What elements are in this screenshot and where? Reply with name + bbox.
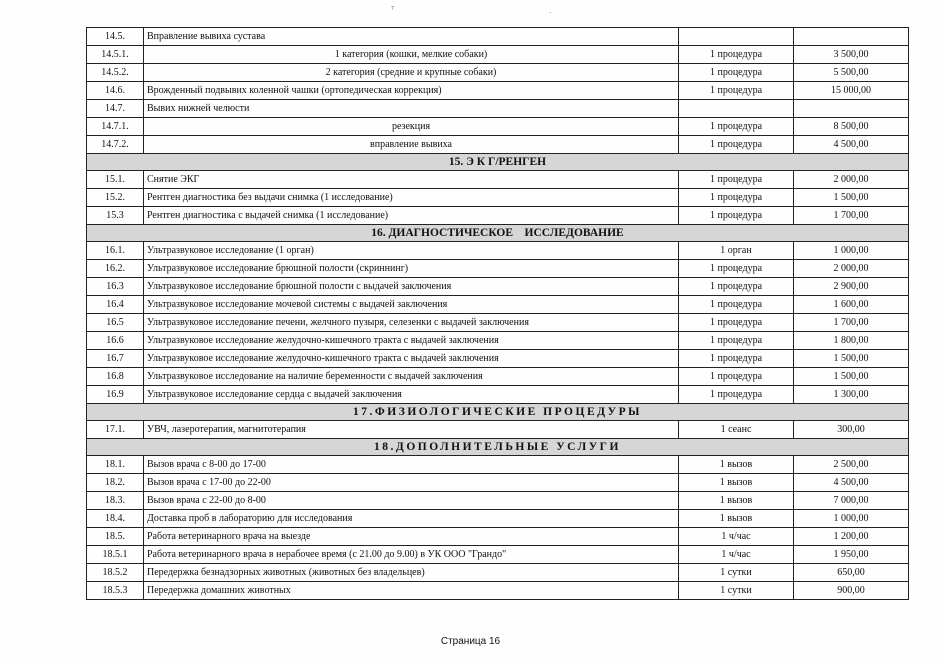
- service-name: Ультразвуковое исследование мочевой системы с выдачей заключения: [144, 296, 679, 314]
- service-row: [87, 207, 909, 225]
- section-title: 18.ДОПОЛНИТЕЛЬНЫЕ УСЛУГИ: [87, 439, 909, 456]
- service-unit: 1 сеанс: [679, 421, 794, 439]
- service-number: 16.9: [87, 386, 144, 404]
- service-price: 300,00: [794, 421, 909, 439]
- service-row: [87, 278, 909, 296]
- service-row: [87, 296, 909, 314]
- service-row: [87, 386, 909, 404]
- service-number: 18.4.: [87, 510, 144, 528]
- section-header-row: [87, 439, 909, 456]
- service-row: [87, 260, 909, 278]
- page-number: Страница 16: [440, 636, 501, 647]
- service-row: [87, 421, 909, 439]
- service-unit: 1 процедура: [679, 314, 794, 332]
- service-price: 1 600,00: [794, 296, 909, 314]
- section-header-row: [87, 154, 909, 171]
- service-name: Передержка безнадзорных животных (животных без владельцев): [144, 564, 679, 582]
- service-unit: 1 сутки: [679, 564, 794, 582]
- service-name: Ультразвуковое исследование печени, желчного пузыря, селезенки с выдачей заключения: [144, 314, 679, 332]
- service-name: Вызов врача с 17-00 до 22-00: [144, 474, 679, 492]
- service-price: 1 950,00: [794, 546, 909, 564]
- service-number: 15.1.: [87, 171, 144, 189]
- service-price: 2 500,00: [794, 456, 909, 474]
- service-number: 18.5.3: [87, 582, 144, 600]
- service-number: 16.2.: [87, 260, 144, 278]
- service-name: Вправление вывиха сустава: [144, 28, 679, 46]
- service-unit: 1 процедура: [679, 296, 794, 314]
- service-unit: 1 процедура: [679, 189, 794, 207]
- service-price: 1 500,00: [794, 368, 909, 386]
- section-header-row: [87, 404, 909, 421]
- service-name: Вывих нижней челюсти: [144, 100, 679, 118]
- service-price: 1 700,00: [794, 314, 909, 332]
- service-unit: 1 ч/час: [679, 546, 794, 564]
- service-row: [87, 492, 909, 510]
- service-number: 18.3.: [87, 492, 144, 510]
- service-unit: 1 процедура: [679, 386, 794, 404]
- service-unit: 1 ч/час: [679, 528, 794, 546]
- service-name: Снятие ЭКГ: [144, 171, 679, 189]
- service-number: 17.1.: [87, 421, 144, 439]
- service-number: 16.8: [87, 368, 144, 386]
- service-row: [87, 564, 909, 582]
- service-name: Ультразвуковое исследование желудочно-кишечного тракта с выдачей заключения: [144, 350, 679, 368]
- service-price: 1 500,00: [794, 189, 909, 207]
- service-price: 1 000,00: [794, 510, 909, 528]
- service-unit: 1 процедура: [679, 46, 794, 64]
- service-unit: 1 вызов: [679, 492, 794, 510]
- service-unit: 1 процедура: [679, 350, 794, 368]
- service-row: [87, 582, 909, 600]
- service-name: 1 категория (кошки, мелкие собаки): [144, 46, 679, 64]
- service-row: [87, 82, 909, 100]
- service-price: [794, 100, 909, 118]
- price-list-body: [87, 28, 909, 600]
- service-row: [87, 171, 909, 189]
- service-number: 16.6: [87, 332, 144, 350]
- service-name: Доставка проб в лабораторию для исследования: [144, 510, 679, 528]
- service-number: 15.3: [87, 207, 144, 225]
- service-price: 1 000,00: [794, 242, 909, 260]
- service-price: 650,00: [794, 564, 909, 582]
- service-unit: 1 процедура: [679, 368, 794, 386]
- service-unit: [679, 28, 794, 46]
- service-row: [87, 28, 909, 46]
- service-number: 14.7.2.: [87, 136, 144, 154]
- service-price: [794, 28, 909, 46]
- service-name: Работа ветеринарного врача в нерабочее время (с 21.00 до 9.00) в УК ООО "Грандо": [144, 546, 679, 564]
- service-row: [87, 474, 909, 492]
- service-row: [87, 456, 909, 474]
- service-name: УВЧ, лазеротерапия, магнитотерапия: [144, 421, 679, 439]
- service-number: 18.5.2: [87, 564, 144, 582]
- service-number: 16.5: [87, 314, 144, 332]
- section-title: 15. Э К Г/РЕНГЕН: [87, 154, 909, 171]
- service-number: 18.5.: [87, 528, 144, 546]
- service-row: [87, 242, 909, 260]
- service-number: 18.2.: [87, 474, 144, 492]
- service-name: Ультразвуковое исследование на наличие беременности с выдачей заключения: [144, 368, 679, 386]
- price-list-table: [86, 27, 909, 600]
- service-unit: 1 процедура: [679, 171, 794, 189]
- service-unit: 1 вызов: [679, 474, 794, 492]
- section-title: 17.ФИЗИОЛОГИЧЕСКИЕ ПРОЦЕДУРЫ: [87, 404, 909, 421]
- service-number: 16.4: [87, 296, 144, 314]
- service-price: 4 500,00: [794, 136, 909, 154]
- service-row: [87, 189, 909, 207]
- service-row: [87, 546, 909, 564]
- service-number: 18.1.: [87, 456, 144, 474]
- section-title: 16. ДИАГНОСТИЧЕСКОЕ ИССЛЕДОВАНИЕ: [87, 225, 909, 242]
- service-unit: 1 процедура: [679, 260, 794, 278]
- service-name: Работа ветеринарного врача на выезде: [144, 528, 679, 546]
- service-row: [87, 118, 909, 136]
- service-number: 14.6.: [87, 82, 144, 100]
- service-price: 3 500,00: [794, 46, 909, 64]
- service-number: 14.5.: [87, 28, 144, 46]
- service-row: [87, 314, 909, 332]
- scan-artifact: ᵀ: [391, 6, 395, 16]
- service-number: 16.7: [87, 350, 144, 368]
- service-name: вправление вывиха: [144, 136, 679, 154]
- service-number: 18.5.1: [87, 546, 144, 564]
- service-name: Вызов врача с 22-00 до 8-00: [144, 492, 679, 510]
- service-name: Ультразвуковое исследование брюшной полости (скриннинг): [144, 260, 679, 278]
- service-name: Ультразвуковое исследование сердца с выдачей заключения: [144, 386, 679, 404]
- service-name: Врожденный подвывих коленной чашки (ортопедическая коррекция): [144, 82, 679, 100]
- service-name: Рентген диагностика с выдачей снимка (1 исследование): [144, 207, 679, 225]
- service-unit: 1 процедура: [679, 332, 794, 350]
- service-unit: 1 процедура: [679, 82, 794, 100]
- service-row: [87, 510, 909, 528]
- service-name: резекция: [144, 118, 679, 136]
- service-name: Рентген диагностика без выдачи снимка (1 исследование): [144, 189, 679, 207]
- service-price: 5 500,00: [794, 64, 909, 82]
- service-number: 16.1.: [87, 242, 144, 260]
- service-price: 1 800,00: [794, 332, 909, 350]
- service-unit: 1 процедура: [679, 118, 794, 136]
- service-name: Ультразвуковое исследование желудочно-кишечного тракта с выдачей заключения: [144, 332, 679, 350]
- service-price: 4 500,00: [794, 474, 909, 492]
- service-price: 2 000,00: [794, 260, 909, 278]
- service-price: 1 300,00: [794, 386, 909, 404]
- service-price: 15 000,00: [794, 82, 909, 100]
- service-number: 14.5.1.: [87, 46, 144, 64]
- service-row: [87, 332, 909, 350]
- service-row: [87, 46, 909, 64]
- service-unit: 1 орган: [679, 242, 794, 260]
- service-unit: 1 процедура: [679, 136, 794, 154]
- scan-artifact: ˙: [548, 12, 553, 22]
- service-number: 14.7.1.: [87, 118, 144, 136]
- service-row: [87, 136, 909, 154]
- service-name: Ультразвуковое исследование брюшной полости с выдачей заключения: [144, 278, 679, 296]
- service-price: 2 000,00: [794, 171, 909, 189]
- service-number: 16.3: [87, 278, 144, 296]
- service-name: Передержка домашних животных: [144, 582, 679, 600]
- service-price: 2 900,00: [794, 278, 909, 296]
- service-unit: 1 сутки: [679, 582, 794, 600]
- service-number: 14.5.2.: [87, 64, 144, 82]
- service-row: [87, 350, 909, 368]
- service-price: 1 500,00: [794, 350, 909, 368]
- service-row: [87, 368, 909, 386]
- service-number: 14.7.: [87, 100, 144, 118]
- service-row: [87, 64, 909, 82]
- service-row: [87, 528, 909, 546]
- service-name: 2 категория (средние и крупные собаки): [144, 64, 679, 82]
- service-price: 8 500,00: [794, 118, 909, 136]
- service-price: 7 000,00: [794, 492, 909, 510]
- service-name: Ультразвуковое исследование (1 орган): [144, 242, 679, 260]
- service-unit: 1 процедура: [679, 278, 794, 296]
- service-unit: 1 процедура: [679, 64, 794, 82]
- service-name: Вызов врача с 8-00 до 17-00: [144, 456, 679, 474]
- service-number: 15.2.: [87, 189, 144, 207]
- service-price: 1 700,00: [794, 207, 909, 225]
- service-unit: 1 вызов: [679, 510, 794, 528]
- section-header-row: [87, 225, 909, 242]
- service-price: 900,00: [794, 582, 909, 600]
- service-price: 1 200,00: [794, 528, 909, 546]
- service-unit: [679, 100, 794, 118]
- service-unit: 1 вызов: [679, 456, 794, 474]
- service-unit: 1 процедура: [679, 207, 794, 225]
- service-row: [87, 100, 909, 118]
